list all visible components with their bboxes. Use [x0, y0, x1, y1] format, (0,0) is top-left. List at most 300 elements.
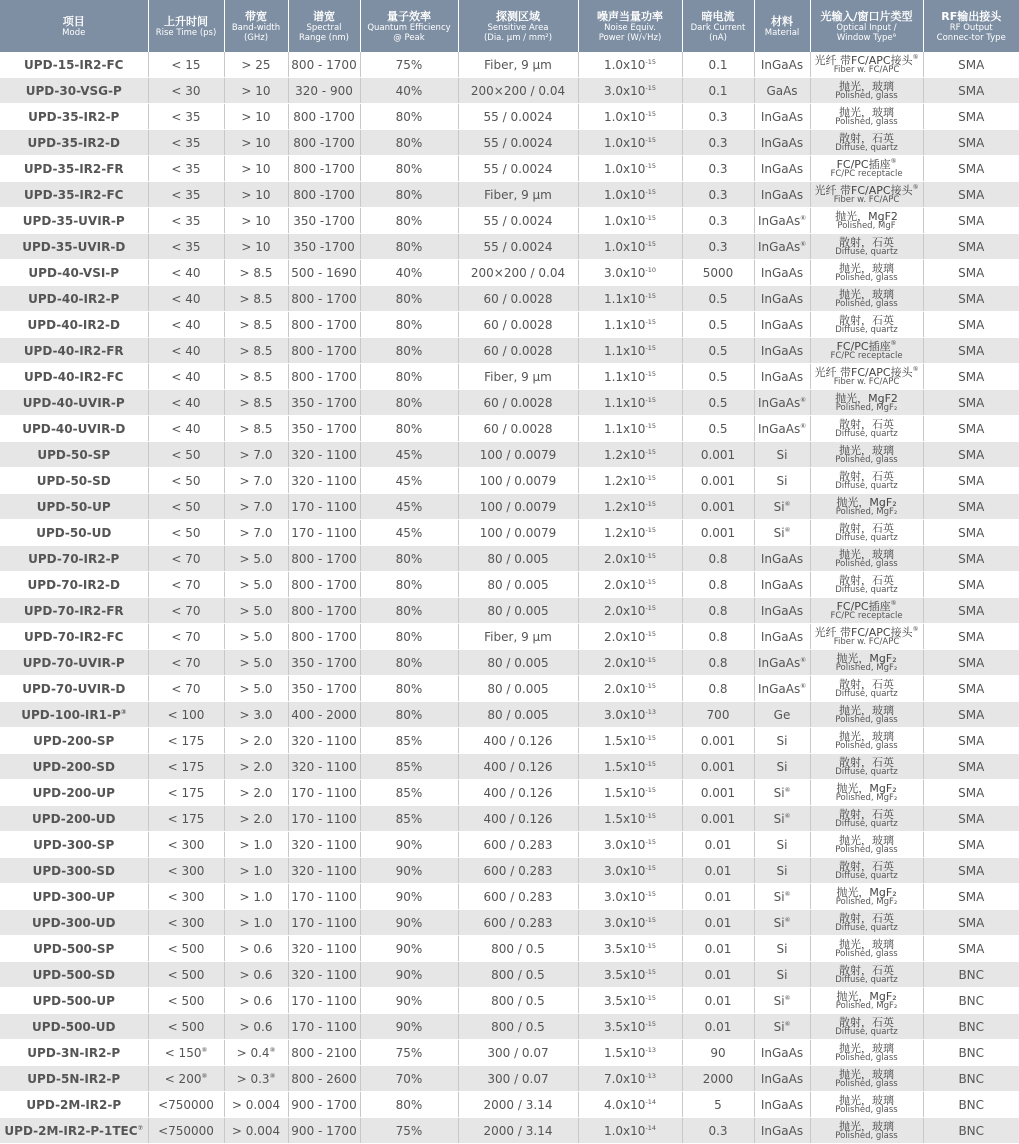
- model-cell: [0, 936, 148, 962]
- rise-time-cell: [148, 520, 224, 546]
- rf-connector-value: SMA: [958, 162, 984, 176]
- sensitive-area-cell: [458, 1118, 578, 1144]
- footnote-mark: ⑥: [785, 786, 791, 794]
- bandwidth-cell: [224, 936, 288, 962]
- dark-current-value: 5: [714, 1098, 722, 1112]
- model-cell: [0, 1040, 148, 1066]
- rf-connector-value: SMA: [958, 214, 984, 228]
- sensitive-area-cell: [458, 572, 578, 598]
- material-cell: [754, 624, 810, 650]
- rf-connector-cell: [923, 1092, 1019, 1118]
- material-value: InGaAs: [761, 1098, 803, 1112]
- dark-current-cell: [682, 208, 754, 234]
- spectral-range-cell: [288, 754, 360, 780]
- window-type-en: Diffuse, quartz: [811, 976, 923, 985]
- window-type-zh-text: FC/PC插座: [837, 600, 891, 613]
- dark-current-value: 0.001: [701, 500, 735, 514]
- window-type-zh-text: 抛光，MgF₂: [836, 782, 896, 795]
- quantum-efficiency-cell: [360, 832, 458, 858]
- dark-current-value: 0.3: [708, 214, 727, 228]
- material-value: InGaAs: [758, 240, 800, 254]
- model-cell: [0, 754, 148, 780]
- column-header-en: Rise Time (ps): [149, 28, 224, 38]
- nep-mantissa: 1.0x10: [604, 1124, 645, 1138]
- dark-current-cell: [682, 494, 754, 520]
- spectral-range-value: 170 - 1100: [291, 786, 356, 800]
- rf-connector-cell: [923, 936, 1019, 962]
- nep-mantissa: 1.5x10: [604, 786, 645, 800]
- rf-connector-cell: [923, 832, 1019, 858]
- bandwidth-cell: [224, 754, 288, 780]
- rise-time-value: < 35: [171, 162, 200, 176]
- window-type-cell: [810, 884, 923, 910]
- table-row: [0, 624, 1019, 650]
- quantum-efficiency-value: 40%: [396, 84, 423, 98]
- model-name: UPD-200-SD: [33, 760, 115, 774]
- window-type-cell: [810, 1014, 923, 1040]
- column-header-zh: 项目: [0, 15, 148, 28]
- model-cell: [0, 676, 148, 702]
- nep-cell: [578, 416, 682, 442]
- rise-time-cell: [148, 390, 224, 416]
- dark-current-cell: [682, 936, 754, 962]
- rf-connector-cell: [923, 494, 1019, 520]
- nep-cell: [578, 364, 682, 390]
- nep-cell: [578, 572, 682, 598]
- model-cell: [0, 728, 148, 754]
- model-name: UPD-35-IR2-P: [28, 110, 119, 124]
- sensitive-area-cell: [458, 338, 578, 364]
- nep-mantissa: 1.2x10: [604, 448, 645, 462]
- model-name: UPD-100-IR1-P: [21, 708, 121, 722]
- window-type-zh: [811, 55, 923, 66]
- quantum-efficiency-cell: [360, 1066, 458, 1092]
- dark-current-value: 0.3: [708, 1124, 727, 1138]
- rf-connector-value: BNC: [958, 1124, 984, 1138]
- table-row: [0, 442, 1019, 468]
- spectral-range-cell: [288, 468, 360, 494]
- rf-connector-cell: [923, 1040, 1019, 1066]
- rise-time-cell: [148, 52, 224, 78]
- sensitive-area-cell: [458, 182, 578, 208]
- window-type-zh: [811, 263, 923, 274]
- footnote-mark: ⑥: [785, 500, 791, 508]
- table-row: [0, 1092, 1019, 1118]
- spectral-range-cell: [288, 546, 360, 572]
- spectral-range-cell: [288, 104, 360, 130]
- quantum-efficiency-value: 45%: [396, 474, 423, 488]
- window-type-cell: [810, 962, 923, 988]
- rise-time-cell: [148, 832, 224, 858]
- quantum-efficiency-value: 80%: [396, 110, 423, 124]
- column-header: [458, 0, 578, 52]
- sensitive-area-cell: [458, 260, 578, 286]
- nep-exponent: -15: [645, 214, 656, 222]
- material-value: Si: [774, 1020, 785, 1034]
- rf-connector-cell: [923, 650, 1019, 676]
- window-type-en: Polished, glass: [811, 1132, 923, 1141]
- window-type-zh-text: 抛光，MgF₂: [836, 990, 896, 1003]
- bandwidth-value: > 10: [241, 110, 270, 124]
- model-cell: [0, 910, 148, 936]
- table-row: [0, 338, 1019, 364]
- sensitive-area-value: 80 / 0.005: [487, 578, 548, 592]
- nep-exponent: -15: [645, 526, 656, 534]
- window-type-zh-text: 散射，石英: [839, 236, 894, 249]
- quantum-efficiency-value: 85%: [396, 786, 423, 800]
- material-cell: [754, 78, 810, 104]
- sensitive-area-value: 600 / 0.283: [484, 838, 553, 852]
- nep-exponent: -15: [645, 656, 656, 664]
- bandwidth-value: > 7.0: [240, 448, 273, 462]
- rf-connector-value: SMA: [958, 188, 984, 202]
- table-row: [0, 1040, 1019, 1066]
- nep-mantissa: 1.2x10: [604, 500, 645, 514]
- nep-mantissa: 3.0x10: [604, 266, 645, 280]
- rf-connector-value: SMA: [958, 396, 984, 410]
- header-row: [0, 0, 1019, 52]
- window-type-zh: [811, 1017, 923, 1028]
- window-type-en: Polished, MgF₂: [811, 794, 923, 803]
- column-header-en: Mode: [0, 28, 148, 38]
- model-cell: [0, 416, 148, 442]
- table-row: [0, 598, 1019, 624]
- quantum-efficiency-value: 80%: [396, 1098, 423, 1112]
- window-type-en: Polished, glass: [811, 1106, 923, 1115]
- nep-mantissa: 1.1x10: [604, 370, 645, 384]
- rise-time-cell: [148, 1040, 224, 1066]
- nep-exponent: -15: [645, 604, 656, 612]
- table-row: [0, 260, 1019, 286]
- column-header-en: Noise Equiv.: [579, 23, 682, 33]
- rise-time-value: < 70: [171, 578, 200, 592]
- footnote-mark: ⑤: [891, 599, 897, 607]
- dark-current-cell: [682, 1014, 754, 1040]
- rf-connector-value: SMA: [958, 760, 984, 774]
- rise-time-cell: [148, 858, 224, 884]
- window-type-cell: [810, 1040, 923, 1066]
- nep-cell: [578, 962, 682, 988]
- material-value: InGaAs: [761, 630, 803, 644]
- sensitive-area-cell: [458, 390, 578, 416]
- model-cell: [0, 468, 148, 494]
- nep-cell: [578, 650, 682, 676]
- nep-exponent: -13: [645, 1072, 656, 1080]
- quantum-efficiency-cell: [360, 390, 458, 416]
- nep-cell: [578, 624, 682, 650]
- nep-mantissa: 1.2x10: [604, 474, 645, 488]
- quantum-efficiency-cell: [360, 676, 458, 702]
- window-type-en: Polished, MgF₂: [811, 404, 923, 413]
- model-cell: [0, 546, 148, 572]
- window-type-zh-text: 抛光，玻璃: [839, 1094, 894, 1107]
- sensitive-area-cell: [458, 702, 578, 728]
- material-cell: [754, 156, 810, 182]
- quantum-efficiency-cell: [360, 650, 458, 676]
- spectral-range-value: 170 - 1100: [291, 500, 356, 514]
- bandwidth-cell: [224, 312, 288, 338]
- window-type-en: Polished, glass: [811, 274, 923, 283]
- window-type-cell: [810, 416, 923, 442]
- bandwidth-value: > 8.5: [240, 370, 273, 384]
- window-type-zh: [811, 237, 923, 248]
- table-row: [0, 494, 1019, 520]
- quantum-efficiency-cell: [360, 780, 458, 806]
- material-value: InGaAs: [761, 1124, 803, 1138]
- model-name: UPD-3N-IR2-P: [27, 1046, 120, 1060]
- sensitive-area-cell: [458, 1066, 578, 1092]
- material-value: InGaAs: [761, 110, 803, 124]
- window-type-zh: [811, 1069, 923, 1080]
- bandwidth-cell: [224, 130, 288, 156]
- rise-time-value: < 35: [171, 136, 200, 150]
- quantum-efficiency-value: 90%: [396, 968, 423, 982]
- material-value: Si: [774, 786, 785, 800]
- material-value: InGaAs: [761, 292, 803, 306]
- nep-exponent: -14: [645, 1098, 656, 1106]
- nep-exponent: -15: [645, 734, 656, 742]
- nep-mantissa: 3.0x10: [604, 84, 645, 98]
- model-cell: [0, 702, 148, 728]
- dark-current-value: 700: [707, 708, 730, 722]
- window-type-zh: [811, 705, 923, 716]
- column-header-zh: 暗电流: [683, 10, 754, 23]
- quantum-efficiency-cell: [360, 1014, 458, 1040]
- table-row: [0, 1118, 1019, 1144]
- dark-current-value: 0.5: [708, 370, 727, 384]
- spectral-range-value: 320 - 1100: [291, 864, 356, 878]
- quantum-efficiency-cell: [360, 260, 458, 286]
- model-cell: [0, 988, 148, 1014]
- material-value: InGaAs: [761, 1072, 803, 1086]
- dark-current-value: 0.5: [708, 292, 727, 306]
- quantum-efficiency-cell: [360, 546, 458, 572]
- window-type-en: Polished, glass: [811, 300, 923, 309]
- model-name: UPD-50-SP: [37, 448, 110, 462]
- nep-cell: [578, 468, 682, 494]
- bandwidth-cell: [224, 78, 288, 104]
- column-header-zh: 谱宽: [289, 10, 360, 23]
- bandwidth-value: > 10: [241, 240, 270, 254]
- quantum-efficiency-cell: [360, 754, 458, 780]
- rise-time-value: < 300: [168, 864, 205, 878]
- window-type-cell: [810, 468, 923, 494]
- material-value: Si: [774, 916, 785, 930]
- footnote-mark: ⑤: [913, 183, 919, 191]
- quantum-efficiency-cell: [360, 1092, 458, 1118]
- nep-exponent: -15: [645, 500, 656, 508]
- nep-mantissa: 1.1x10: [604, 396, 645, 410]
- model-name: UPD-40-IR2-D: [28, 318, 120, 332]
- column-header-en: Connec-tor Type: [924, 33, 1019, 43]
- rf-connector-value: BNC: [958, 1098, 984, 1112]
- spectral-range-value: 170 - 1100: [291, 526, 356, 540]
- sensitive-area-cell: [458, 936, 578, 962]
- rise-time-value: < 175: [168, 786, 205, 800]
- quantum-efficiency-value: 80%: [396, 682, 423, 696]
- material-cell: [754, 416, 810, 442]
- dark-current-value: 0.01: [705, 1020, 732, 1034]
- column-header-zh: 噪声当量功率: [579, 10, 682, 23]
- nep-cell: [578, 1066, 682, 1092]
- dark-current-cell: [682, 754, 754, 780]
- rise-time-value: < 40: [171, 396, 200, 410]
- window-type-zh: [811, 133, 923, 144]
- bandwidth-cell: [224, 1040, 288, 1066]
- rise-time-cell: [148, 572, 224, 598]
- nep-mantissa: 1.1x10: [604, 292, 645, 306]
- spectral-range-cell: [288, 182, 360, 208]
- nep-mantissa: 2.0x10: [604, 656, 645, 670]
- rf-connector-cell: [923, 260, 1019, 286]
- dark-current-value: 0.5: [708, 422, 727, 436]
- rise-time-value: < 70: [171, 656, 200, 670]
- material-cell: [754, 104, 810, 130]
- footnote-mark: ⑤: [913, 365, 919, 373]
- sensitive-area-cell: [458, 494, 578, 520]
- rf-connector-value: SMA: [958, 630, 984, 644]
- model-name: UPD-35-UVIR-P: [23, 214, 125, 228]
- nep-cell: [578, 286, 682, 312]
- rf-connector-value: SMA: [958, 136, 984, 150]
- rise-time-cell: [148, 884, 224, 910]
- rise-time-cell: [148, 494, 224, 520]
- window-type-cell: [810, 130, 923, 156]
- spectral-range-cell: [288, 390, 360, 416]
- sensitive-area-cell: [458, 650, 578, 676]
- sensitive-area-value: 80 / 0.005: [487, 656, 548, 670]
- rise-time-cell: [148, 130, 224, 156]
- nep-cell: [578, 208, 682, 234]
- material-cell: [754, 130, 810, 156]
- table-row: [0, 156, 1019, 182]
- dark-current-value: 0.001: [701, 526, 735, 540]
- window-type-zh-text: 散射，石英: [839, 470, 894, 483]
- bandwidth-value: > 2.0: [240, 734, 273, 748]
- column-header-en: Window Type⁹: [811, 33, 923, 43]
- window-type-cell: [810, 676, 923, 702]
- window-type-cell: [810, 1118, 923, 1144]
- nep-cell: [578, 546, 682, 572]
- window-type-zh: [811, 211, 923, 222]
- spectral-range-cell: [288, 832, 360, 858]
- sensitive-area-cell: [458, 806, 578, 832]
- model-cell: [0, 832, 148, 858]
- bandwidth-cell: [224, 650, 288, 676]
- rf-connector-cell: [923, 598, 1019, 624]
- rf-connector-value: BNC: [958, 994, 984, 1008]
- rise-time-value: < 70: [171, 630, 200, 644]
- nep-mantissa: 7.0x10: [604, 1072, 645, 1086]
- bandwidth-value: > 25: [241, 58, 270, 72]
- model-name: UPD-200-UP: [33, 786, 115, 800]
- window-type-en: Diffuse, quartz: [811, 768, 923, 777]
- rf-connector-cell: [923, 182, 1019, 208]
- quantum-efficiency-value: 80%: [396, 240, 423, 254]
- rf-connector-value: SMA: [958, 682, 984, 696]
- window-type-zh: [811, 497, 923, 508]
- window-type-cell: [810, 728, 923, 754]
- dark-current-value: 0.001: [701, 786, 735, 800]
- sensitive-area-value: 55 / 0.0024: [484, 214, 553, 228]
- model-cell: [0, 572, 148, 598]
- window-type-zh: [811, 1043, 923, 1054]
- quantum-efficiency-cell: [360, 936, 458, 962]
- spectral-range-cell: [288, 520, 360, 546]
- quantum-efficiency-value: 40%: [396, 266, 423, 280]
- rise-time-value: < 70: [171, 552, 200, 566]
- table-row: [0, 754, 1019, 780]
- rise-time-cell: [148, 1092, 224, 1118]
- quantum-efficiency-cell: [360, 286, 458, 312]
- footnote-mark: ⑤: [913, 53, 919, 61]
- footnote-mark: ⑥: [800, 240, 806, 248]
- bandwidth-value: > 5.0: [240, 604, 273, 618]
- nep-cell: [578, 1092, 682, 1118]
- sensitive-area-value: 100 / 0.0079: [480, 448, 557, 462]
- column-header-en: Range (nm): [289, 33, 360, 43]
- rf-connector-cell: [923, 962, 1019, 988]
- dark-current-value: 0.5: [708, 396, 727, 410]
- quantum-efficiency-value: 90%: [396, 864, 423, 878]
- material-value: InGaAs: [761, 318, 803, 332]
- column-header-zh: 量子效率: [361, 10, 458, 23]
- column-header-en: (Dia. µm / mm²): [459, 33, 578, 43]
- rf-connector-cell: [923, 910, 1019, 936]
- nep-cell: [578, 1118, 682, 1144]
- rise-time-cell: [148, 1014, 224, 1040]
- bandwidth-cell: [224, 416, 288, 442]
- table-row: [0, 416, 1019, 442]
- rise-time-value: < 200: [165, 1072, 202, 1086]
- sensitive-area-cell: [458, 546, 578, 572]
- spectral-range-value: 170 - 1100: [291, 994, 356, 1008]
- rf-connector-cell: [923, 104, 1019, 130]
- dark-current-cell: [682, 650, 754, 676]
- material-value: InGaAs: [761, 344, 803, 358]
- dark-current-cell: [682, 130, 754, 156]
- rf-connector-value: SMA: [958, 812, 984, 826]
- sensitive-area-value: 80 / 0.005: [487, 552, 548, 566]
- rf-connector-cell: [923, 806, 1019, 832]
- model-cell: [0, 364, 148, 390]
- rf-connector-value: SMA: [958, 84, 984, 98]
- spectral-range-cell: [288, 338, 360, 364]
- window-type-cell: [810, 260, 923, 286]
- table-row: [0, 1066, 1019, 1092]
- spectral-range-cell: [288, 286, 360, 312]
- nep-cell: [578, 390, 682, 416]
- bandwidth-cell: [224, 962, 288, 988]
- nep-cell: [578, 338, 682, 364]
- sensitive-area-value: 800 / 0.5: [491, 968, 545, 982]
- dark-current-value: 0.01: [705, 942, 732, 956]
- spectral-range-value: 800 - 1700: [291, 604, 356, 618]
- window-type-cell: [810, 104, 923, 130]
- model-cell: [0, 260, 148, 286]
- bandwidth-value: > 0.004: [232, 1098, 280, 1112]
- window-type-zh-text: 抛光，玻璃: [839, 444, 894, 457]
- spectral-range-cell: [288, 598, 360, 624]
- window-type-zh-text: 抛光，玻璃: [839, 106, 894, 119]
- spectral-range-cell: [288, 364, 360, 390]
- quantum-efficiency-value: 80%: [396, 578, 423, 592]
- window-type-en: FC/PC receptacle: [811, 352, 923, 361]
- model-name: UPD-2M-IR2-P-1TEC: [4, 1124, 137, 1138]
- dark-current-cell: [682, 702, 754, 728]
- quantum-efficiency-cell: [360, 884, 458, 910]
- window-type-cell: [810, 598, 923, 624]
